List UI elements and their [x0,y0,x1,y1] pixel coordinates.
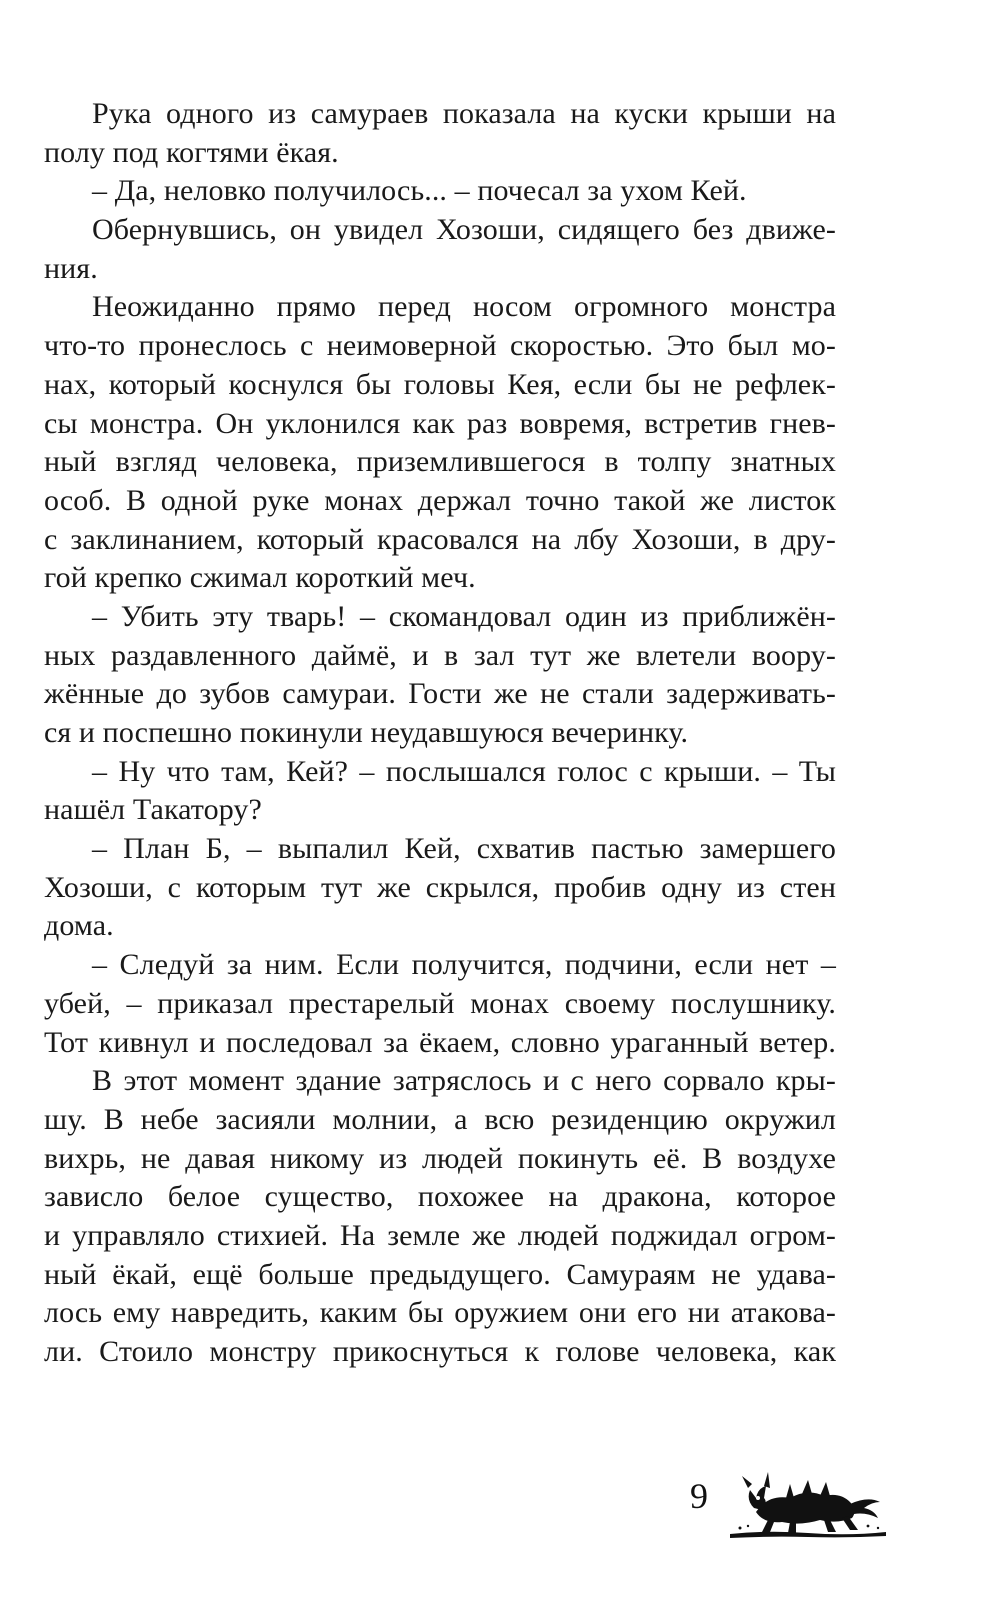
text-line: – План Б, – выпалил Кей, схватив пастью замершего [92,832,836,866]
text-line: и управляло стихией. На земле же людей поджидал огром- [44,1218,836,1252]
text-line: Обернувшись, он увидел Хозоши, сидящего без движе- [92,213,836,247]
text-line: особ. В одной руке монах держал точно такой же листок [44,483,836,517]
text-line: Неожиданно прямо перед носом огромного монстра [92,290,836,324]
text-line: – Следуй за ним. Если получится, подчини, если нет – [92,948,836,982]
body-text [44,95,836,1372]
text-line: ный ёкай, ещё больше предыдущего. Самураям не удава- [44,1257,836,1291]
text-line: – Убить эту тварь! – скомандовал один из приближён- [92,599,836,633]
text-line: лось ему навредить, каким бы оружием они его ни атакова- [44,1296,836,1330]
text-line: убей, – приказал престарелый монах своему послушнику. [44,986,836,1020]
text-line: Тот кивнул и последовал за ёкаем, словно ураганный ветер. [44,1025,836,1059]
text-line: с заклинанием, который красовался на лбу Хозоши, в дру- [44,522,836,556]
text-line: нашёл Такатору? [44,793,262,827]
text-line: ных раздавленного даймё, и в зал тут же влетели воору- [44,638,836,672]
text-line: ся и поспешно покинули неудавшуюся вечеринку. [44,716,689,749]
text-line: ный взгляд человека, приземлившегося в толпу знатных [44,445,836,479]
text-line: полу под когтями ёкая. [44,135,339,169]
text-line: гой крепко сжимал короткий меч. [44,561,476,595]
text-line: шу. В небе засияли молнии, а всю резиденцию окружил [44,1102,836,1136]
text-line: В этот момент здание затряслось и с него сорвало кры- [92,1064,836,1098]
text-line: зависло белое существо, похожее на дракона, которое [44,1180,836,1214]
text-line: сы монстра. Он уклонился как раз вовремя, встретив гнев- [44,406,836,440]
text-line: ния. [44,251,98,285]
text-line: жённые до зубов самураи. Гости же не стали задерживать- [44,677,836,711]
text-line: – Да, неловко получилось... – почесал за ухом Кей. [92,174,747,208]
text-line: Хозоши, с которым тут же скрылся, пробив одну из стен [44,870,836,904]
text-line: Рука одного из самураев показала на куски крыши на [92,97,836,130]
yokai-creature-icon [728,1468,888,1544]
text-line: вихрь, не давая никому из людей покинуть её. В воздухе [44,1141,836,1175]
text-line: что-то пронеслось с неимоверной скоростью. Это был мо- [44,329,836,363]
text-line: нах, который коснулся бы головы Кея, если бы не рефлек- [44,367,836,401]
text-line: дома. [44,909,114,943]
text-line: ли. Стоило монстру прикоснуться к голове человека, как [44,1335,836,1368]
text-line: – Ну что там, Кей? – послышался голос с крыши. – Ты [92,754,836,788]
page-number: 9 [690,1476,708,1516]
